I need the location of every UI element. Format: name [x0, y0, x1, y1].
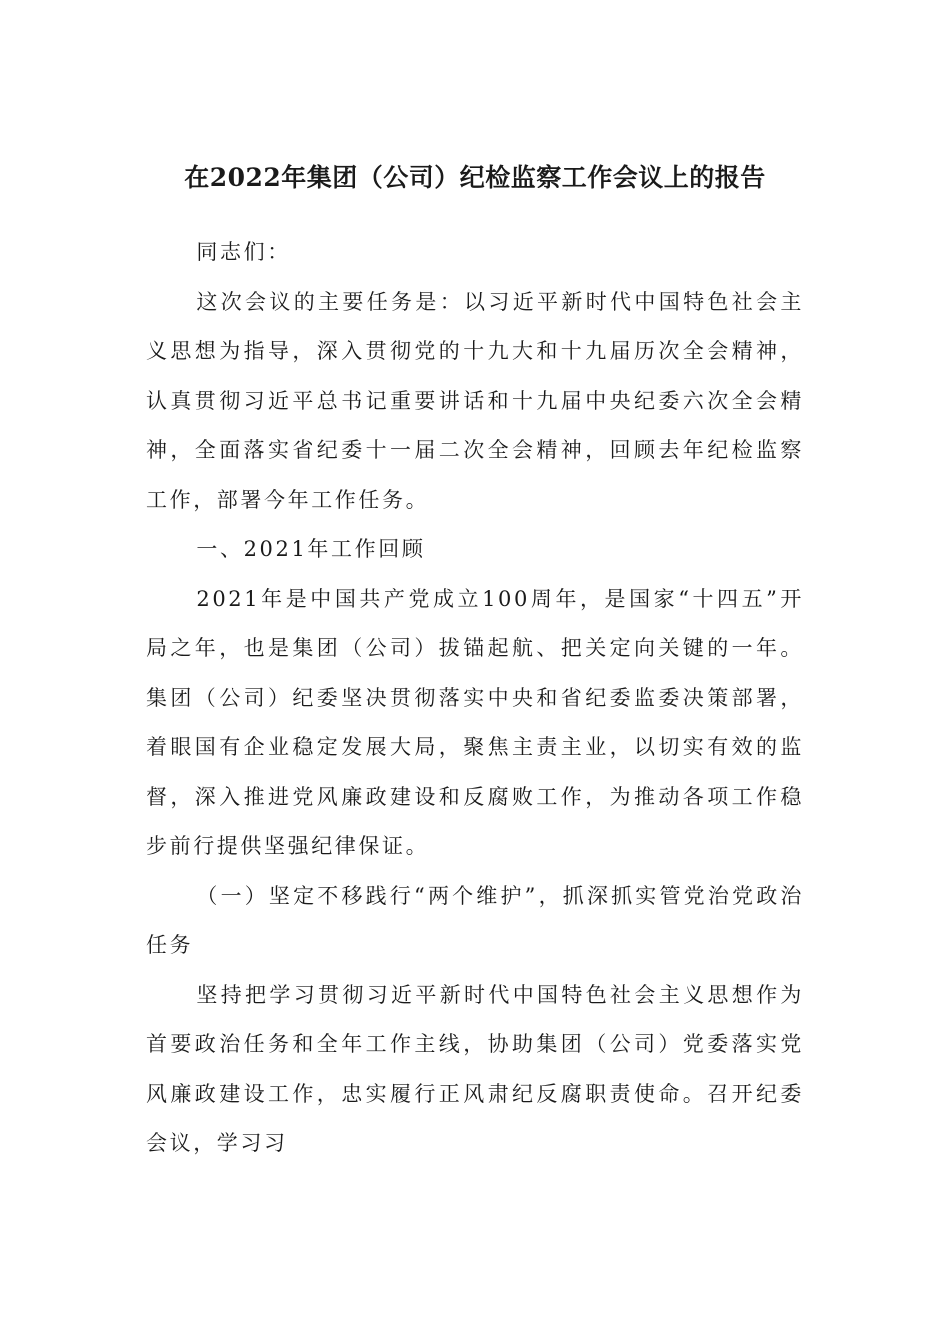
subsection-paragraph: 坚持把学习贯彻习近平新时代中国特色社会主义思想作为首要政治任务和全年工作主线，协助集团（公司）党委落实党风廉政建设工作，忠实履行正风肃纪反腐职责使命。召开纪委会议，学习习 — [146, 982, 804, 1155]
document-title: 在2022年集团（公司）纪检监察工作会议上的报告 — [184, 163, 766, 192]
section-heading: 一、2021年工作回顾 — [196, 537, 426, 561]
review-paragraph: 2021年是中国共产党成立100周年，是国家“十四五”开局之年，也是集团（公司）拔锚起航、把关定向关键的一年。集团（公司）纪委坚决贯彻落实中央和省纪委监委决策部署，着眼国有企业稳定发展大局，聚焦主责主业，以切实有效的监督，深入推进党风廉政建设和反腐败工作，为推动各项工作稳步前行提供坚强纪律保证。 — [146, 586, 804, 858]
salutation: 同志们： — [196, 240, 291, 264]
intro-paragraph: 这次会议的主要任务是：以习近平新时代中国特色社会主义思想为指导，深入贯彻党的十九大和十九届历次全会精神，认真贯彻习近平总书记重要讲话和十九届中央纪委六次全会精神，全面落实省纪委十一届二次全会精神，回顾去年纪检监察工作，部署今年工作任务。 — [146, 289, 804, 512]
document-body — [146, 228, 804, 1169]
subsection-heading: （一）坚定不移践行“两个维护”，抓深抓实管党治党政治任务 — [146, 883, 804, 957]
